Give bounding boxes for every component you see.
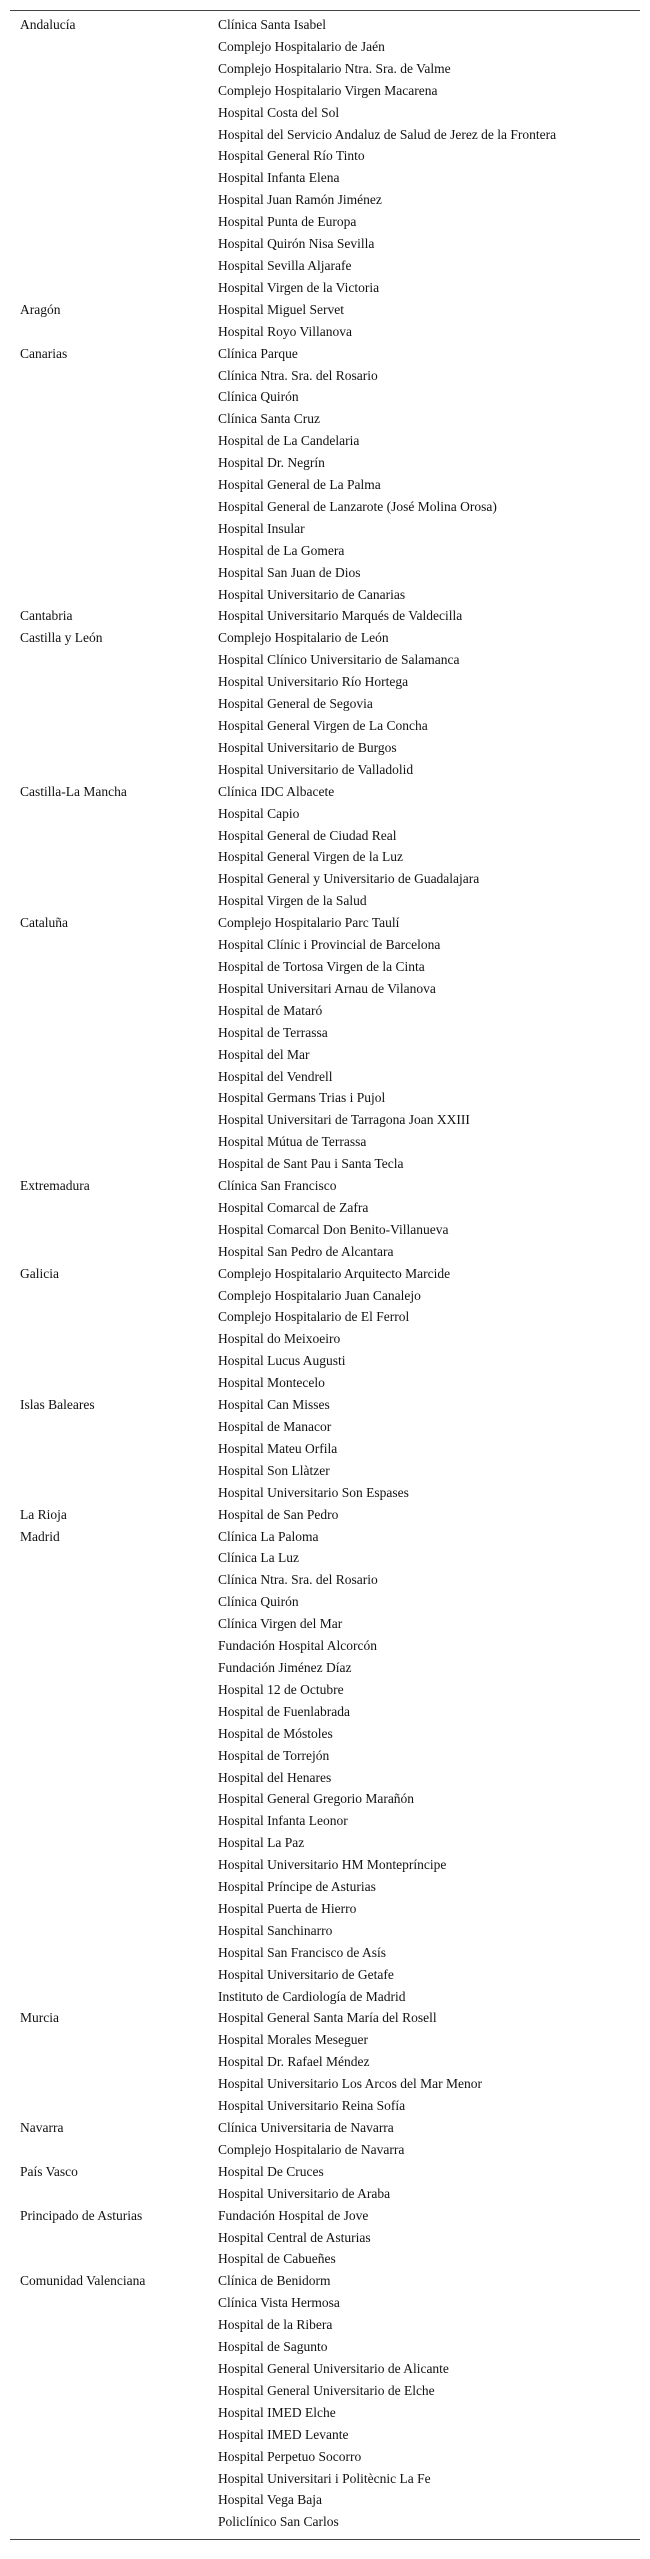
hospital-name: Hospital Central de Asturias [218,2229,371,2245]
hospital-list [218,605,640,627]
hospital-name: Hospital Universitario Río Hortega [218,674,409,690]
hospital-name: Hospital Universitario Son Espases [218,1484,409,1500]
hospital-name: Clínica IDC Albacete [218,783,335,799]
hospital-name: Clínica Universitaria de Navarra [218,2120,394,2135]
hospital-name: Hospital General Virgen de la Luz [218,849,404,865]
hospital-name: Hospital General de Lanzarote (José Molina Orosa) [218,498,497,514]
hospital-name: Hospital Lucus Augusti [218,1353,346,1369]
hospital-list [218,2205,640,2271]
hospital-name: Hospital Universitario Reina Sofía [218,2098,406,2114]
hospital-list [218,1263,640,1394]
hospital-name: Hospital de Terrassa [218,1024,328,1040]
region-group [10,1526,640,2008]
hospital-name: Hospital de Móstoles [218,1725,333,1741]
region-group [10,1504,640,1526]
hospital-name: Clínica Virgen del Mar [218,1616,343,1632]
hospital-name: Hospital De Cruces [218,2163,324,2179]
hospital-name: Hospital Mateu Orfila [218,1440,338,1456]
hospital-name: Hospital Sevilla Aljarafe [218,257,352,273]
region-name: Galicia [20,1265,59,1281]
hospital-list [218,2117,640,2161]
region-group [10,2117,640,2161]
hospital-name: Hospital Infanta Elena [218,170,340,186]
hospital-name: Complejo Hospitalario Arquitecto Marcide [218,1265,451,1281]
hospital-name: Hospital Morales Meseguer [218,2032,368,2048]
region-group [10,605,640,627]
hospital-name: Hospital Son Llàtzer [218,1462,330,1478]
region-name: Principado de Asturias [20,2207,143,2223]
hospital-name: Hospital de La Gomera [218,542,345,558]
region-name: Andalucía [20,17,76,32]
hospital-name: Hospital Can Misses [218,1397,330,1413]
hospital-name: Clínica Santa Cruz [218,411,320,427]
hospital-name: Hospital de la Ribera [218,2317,333,2333]
hospital-name: Hospital Príncipe de Asturias [218,1879,376,1895]
hospital-name: Hospital Miguel Servet [218,301,344,317]
hospital-name: Hospital Universitario de Valladolid [218,761,414,777]
hospital-name: Hospital Capio [218,805,300,821]
hospital-name: Hospital General Universitario de Alicante [218,2360,449,2376]
hospital-list [218,1526,640,2008]
hospital-name: Policlínico San Carlos [218,2514,339,2530]
hospital-name: Hospital Universitario de Araba [218,2185,391,2201]
hospital-name: Clínica Vista Hermosa [218,2295,340,2311]
hospital-name: Hospital Montecelo [218,1375,325,1391]
hospital-name: Complejo Hospitalario Parc Taulí [218,915,400,931]
hospital-name: Hospital San Juan de Dios [218,564,361,580]
hospital-name: Complejo Hospitalario de León [218,630,389,646]
hospital-name: Hospital General de Ciudad Real [218,827,397,843]
hospital-name: Hospital Puerta de Hierro [218,1900,357,1916]
hospital-name: Hospital Universitari i Politècnic La Fe [218,2470,431,2486]
hospital-name: Hospital Universitari Arnau de Vilanova [218,980,436,996]
hospital-name: Hospital Perpetuo Socorro [218,2448,362,2464]
region-group [10,627,640,780]
hospital-name: Hospital General Universitario de Elche [218,2382,435,2398]
hospital-name: Hospital de Sagunto [218,2339,328,2355]
hospital-name: Hospital General Río Tinto [218,148,365,164]
hospital-name: Complejo Hospitalario de Jaén [218,38,385,54]
hospital-name: Hospital San Pedro de Alcantara [218,1243,394,1259]
hospital-name: Hospital Dr. Rafael Méndez [218,2054,370,2070]
hospital-name: Hospital General Gregorio Marañón [218,1791,415,1807]
hospital-name: Hospital del Servicio Andaluz de Salud de Jerez de la Frontera [218,126,557,142]
region-group [10,343,640,606]
region-group [10,14,640,299]
region-group [10,1175,640,1263]
hospital-name: Hospital La Paz [218,1835,305,1851]
hospital-name: Hospital Universitario de Getafe [218,1966,394,1982]
hospital-name: Hospital Universitario de Burgos [218,739,397,755]
hospital-name: Hospital 12 de Octubre [218,1681,344,1697]
region-name: Madrid [20,1528,60,1544]
hospital-name: Hospital Royo Villanova [218,323,352,339]
hospital-name: Complejo Hospitalario de El Ferrol [218,1309,410,1325]
hospital-name: Hospital Costa del Sol [218,104,340,120]
hospital-name: Hospital Universitario de Canarias [218,586,406,602]
hospital-name: Hospital General Virgen de La Concha [218,718,428,733]
hospital-name: Hospital Universitario Marqués de Valdecilla [218,608,463,624]
region-group [10,2270,640,2533]
hospital-name: Hospital Clínico Universitario de Salamanca [218,652,460,668]
hospital-name: Hospital de Sant Pau i Santa Tecla [218,1156,404,1172]
hospital-name: Hospital Infanta Leonor [218,1813,348,1829]
hospital-name: Hospital Universitario Los Arcos del Mar Menor [218,2076,482,2092]
hospital-name: Instituto de Cardiología de Madrid [218,1988,406,2004]
hospital-list [218,781,640,912]
hospital-name: Clínica Quirón [218,389,299,405]
hospital-name: Hospital IMED Elche [218,2404,336,2420]
hospital-name: Hospital Insular [218,520,305,536]
hospital-name: Hospital San Francisco de Asís [218,1944,386,1960]
hospital-name: Clínica Parque [218,345,298,361]
region-group [10,781,640,912]
hospital-name: Clínica Ntra. Sra. del Rosario [218,367,378,383]
hospital-name: Hospital Dr. Negrín [218,455,325,471]
hospital-name: Hospital de San Pedro [218,1506,339,1522]
hospital-name: Hospital Universitari de Tarragona Joan XXIII [218,1112,470,1128]
hospital-name: Fundación Jiménez Díaz [218,1659,352,1675]
hospital-name: Hospital Comarcal de Zafra [218,1199,369,1215]
hospital-name: Clínica Quirón [218,1594,299,1610]
region-name: Islas Baleares [20,1397,95,1413]
hospital-name: Hospital Clínic i Provincial de Barcelona [218,937,441,953]
hospital-name: Hospital Quirón Nisa Sevilla [218,236,375,252]
region-name: Navarra [20,2120,64,2135]
region-group [10,1263,640,1394]
region-name: País Vasco [20,2163,78,2179]
hospital-name: Clínica Ntra. Sra. del Rosario [218,1572,378,1588]
hospital-name: Hospital de La Candelaria [218,433,360,449]
hospital-name: Complejo Hospitalario Juan Canalejo [218,1287,421,1303]
hospital-name: Hospital Mútua de Terrassa [218,1134,367,1150]
hospital-name: Hospital Virgen de la Victoria [218,279,380,295]
hospital-list [218,14,640,299]
hospital-name: Hospital Juan Ramón Jiménez [218,192,382,208]
hospital-name: Complejo Hospitalario Ntra. Sra. de Valme [218,60,451,76]
hospital-list [218,343,640,606]
hospital-name: Hospital Universitario HM Montepríncipe [218,1857,447,1873]
hospital-name: Clínica La Luz [218,1550,299,1566]
hospital-name: Hospital General Santa María del Rosell [218,2010,437,2026]
hospital-name: Hospital Virgen de la Salud [218,893,367,909]
hospital-name: Hospital General y Universitario de Guadalajara [218,871,480,887]
hospital-name: Fundación Hospital de Jove [218,2207,369,2223]
hospital-name: Hospital de Fuenlabrada [218,1703,350,1719]
hospital-name: Hospital del Vendrell [218,1068,333,1084]
hospital-name: Hospital del Henares [218,1769,332,1785]
hospital-list [218,1175,640,1263]
hospital-name: Hospital do Meixoeiro [218,1331,341,1347]
hospital-name: Hospital de Torrejón [218,1747,330,1763]
hospital-list [218,2161,640,2205]
hospital-name: Complejo Hospitalario de Navarra [218,2141,405,2157]
region-name: Extremadura [20,1178,90,1194]
region-name: Canarias [20,345,68,361]
hospital-list [218,627,640,780]
hospital-list [218,2007,640,2117]
region-group [10,2007,640,2117]
hospital-name: Hospital del Mar [218,1046,310,1062]
hospital-name: Fundación Hospital Alcorcón [218,1638,377,1654]
hospital-name: Hospital Germans Trias i Pujol [218,1090,386,1106]
region-group [10,2205,640,2271]
hospital-name: Hospital General de Segovia [218,696,373,712]
hospital-name: Hospital de Mataró [218,1002,323,1018]
hospital-list [218,1394,640,1504]
region-name: Castilla-La Mancha [20,783,127,799]
hospital-name: Hospital de Cabueñes [218,2251,336,2267]
hospital-name: Hospital de Manacor [218,1419,332,1434]
region-group [10,912,640,1175]
region-name: Aragón [20,301,61,317]
hospital-name: Hospital de Tortosa Virgen de la Cinta [218,958,425,974]
region-name: Cataluña [20,915,68,931]
hospital-name: Hospital Vega Baja [218,2492,322,2508]
hospital-list [218,2270,640,2533]
region-name: Comunidad Valenciana [20,2273,146,2289]
region-group [10,1394,640,1504]
region-group [10,2161,640,2205]
hospital-name: Clínica San Francisco [218,1178,337,1194]
region-group [10,299,640,343]
hospital-name: Hospital IMED Levante [218,2426,349,2442]
region-name: La Rioja [20,1506,67,1522]
hospital-name: Hospital Sanchinarro [218,1922,333,1938]
hospital-name: Hospital Comarcal Don Benito-Villanueva [218,1221,449,1237]
hospital-list [218,1504,640,1526]
hospital-table [10,10,640,2540]
region-name: Cantabria [20,608,73,624]
hospital-name: Clínica de Benidorm [218,2273,331,2289]
hospital-list [218,299,640,343]
region-name: Castilla y León [20,630,103,646]
hospital-name: Clínica Santa Isabel [218,17,326,32]
region-name: Murcia [20,2010,59,2026]
hospital-name: Complejo Hospitalario Virgen Macarena [218,82,438,98]
hospital-list [218,912,640,1175]
hospital-name: Hospital General de La Palma [218,477,381,493]
hospital-name: Clínica La Paloma [218,1528,319,1544]
hospital-name: Hospital Punta de Europa [218,214,357,230]
